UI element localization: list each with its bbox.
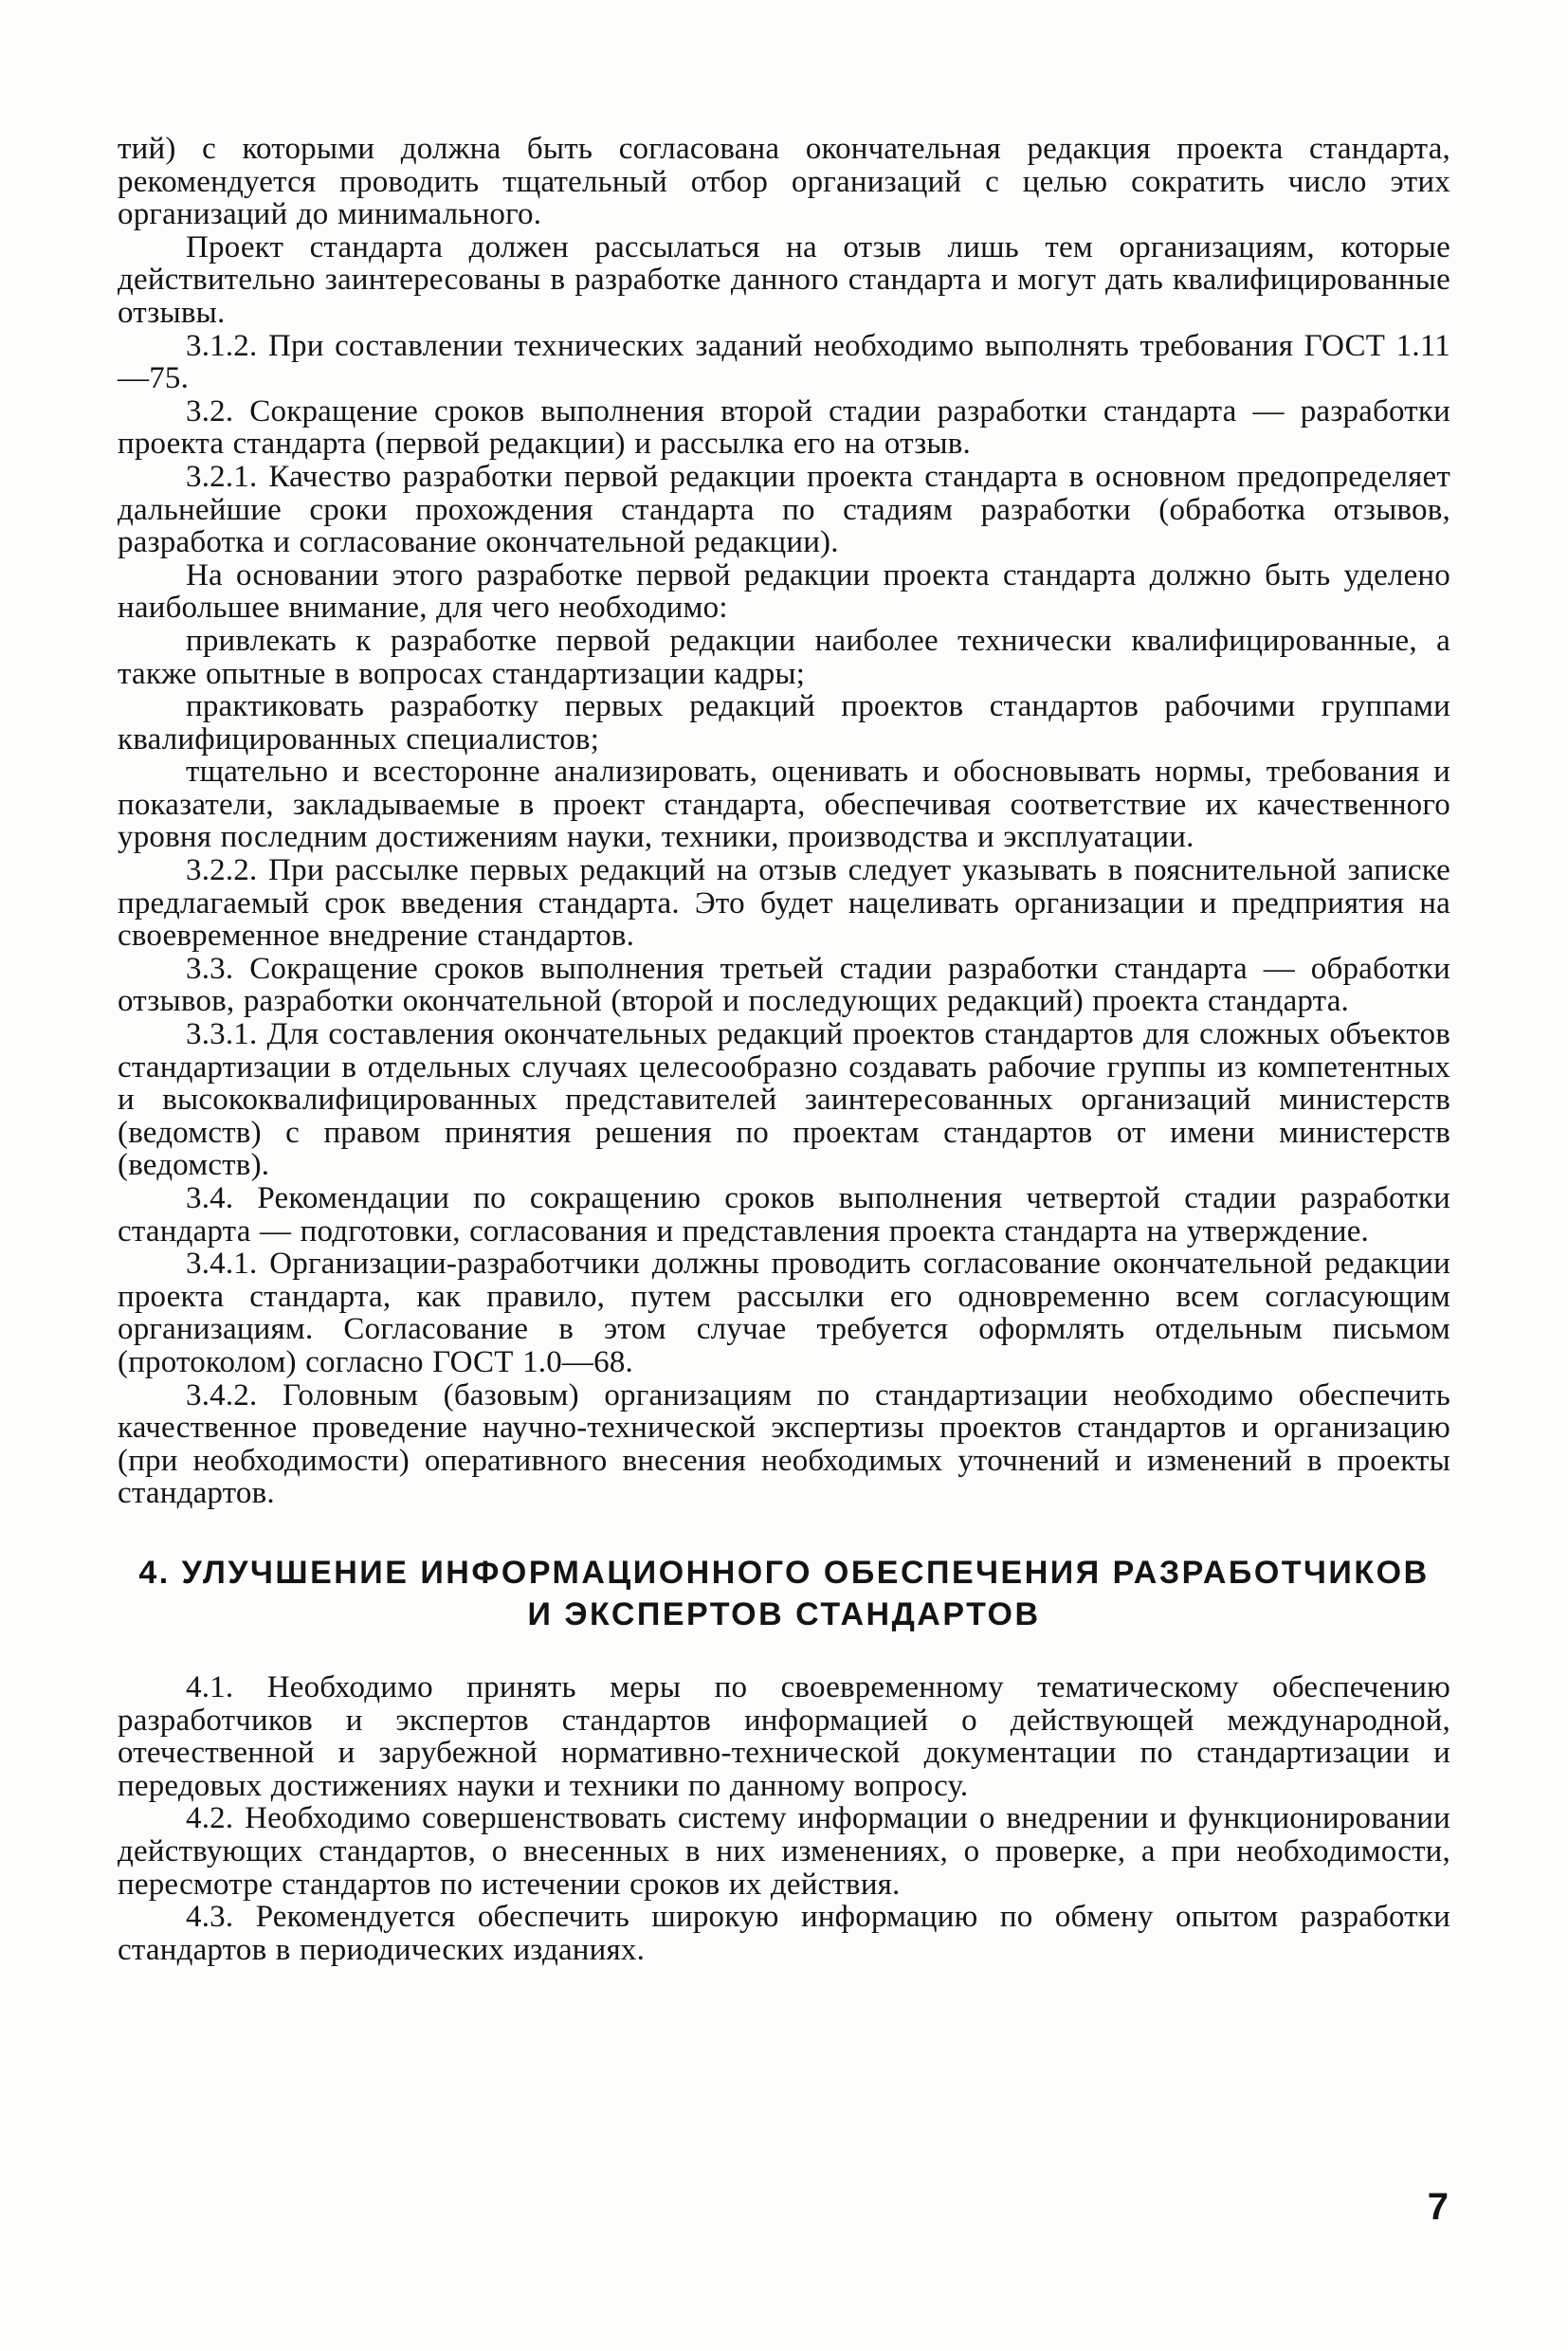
page-body xyxy=(118,133,1450,1966)
paragraph-3-3-1: 3.3.1. Для составления окончательных редакций проектов стандартов для сложных объектов стандартизации в отдельных случаях целесообразно создавать рабочие группы из компетентных и высококвалифицированных представителей заинтересованных организаций министерств (ведомств) с правом принятия решения по проектам стандартов от имени министерств (ведомств). xyxy=(118,1017,1450,1183)
paragraph-4-2: 4.2. Необходимо совершенствовать систему информации о внедрении и функционировании действующих стандартов, о внесенных в них изменениях, о проверке, а при необходимости, пересмотре стандартов по истечении сроков их действия. xyxy=(118,1801,1450,1902)
page-number: 7 xyxy=(1427,2186,1449,2228)
paragraph-3-2-2: 3.2.2. При рассылке первых редакций на отзыв следует указывать в пояснительной записке предлагаемый срок введения стандарта. Это будет нацеливать организации и предприятия на своевременное внедрение стандартов. xyxy=(118,853,1450,954)
paragraph-3-4-1: 3.4.1. Организации-разработчики должны проводить согласование окончательной редакции проекта стандарта, как правило, путем рассылки его одновременно всем согласующим организациям. Согласование в этом случае требуется оформлять отдельным письмом (протоколом) согласно ГОСТ 1.0—68. xyxy=(118,1247,1450,1379)
paragraph-4-3: 4.3. Рекомендуется обеспечить широкую информацию по обмену опытом разработки стандартов в периодических изданиях. xyxy=(118,1900,1450,1967)
section-heading-line-2: И ЭКСПЕРТОВ СТАНДАРТОВ xyxy=(527,1595,1041,1632)
paragraph-first-edition-attention: На основании этого разработке первой редакции проекта стандарта должно быть уделено наибольшее внимание, для чего необходимо: xyxy=(118,557,1450,626)
list-item-working-groups: практиковать разработку первых редакций проектов стандартов рабочими группами квалифицированных специалистов; xyxy=(118,689,1450,756)
paragraph-3-2: 3.2. Сокращение сроков выполнения второй стадии разработки стандарта — разработки проекта стандарта (первой редакции) и рассылка его на отзыв. xyxy=(118,393,1450,462)
paragraph-3-3: 3.3. Сокращение сроков выполнения третьей стадии разработки стандарта — обработки отзывов, разработки окончательной (второй и последующих редакций) проекта стандарта. xyxy=(118,951,1450,1019)
paragraph-3-4-2: 3.4.2. Головным (базовым) организациям по стандартизации необходимо обеспечить качественное проведение научно-технической экспертизы проектов стандартов и организацию (при необходимости) оперативного внесения необходимых уточнений и изменений в проекты стандартов. xyxy=(118,1377,1450,1511)
paragraph-continuation: тий) с которыми должна быть согласована окончательная редакция проекта стандарта, рекомендуется проводить тщательный отбор организаций с целью сократить число этих организаций до минимального. xyxy=(118,132,1450,232)
section-heading xyxy=(118,1552,1450,1635)
paragraph-3-4: 3.4. Рекомендации по сокращению сроков выполнения четвертой стадии разработки стандарта — подготовки, согласования и представления проекта стандарта на утверждение. xyxy=(118,1181,1450,1248)
section-heading-line-1: 4. УЛУЧШЕНИЕ ИНФОРМАЦИОННОГО ОБЕСПЕЧЕНИЯ РАЗРАБОТЧИКОВ xyxy=(138,1554,1430,1591)
list-item-qualified-staff: привлекать к разработке первой редакции наиболее технически квалифицированные, а также опытные в вопросах стандартизации кадры; xyxy=(118,623,1450,691)
paragraph-4-1: 4.1. Необходимо принять меры по своевременному тематическому обеспечению разработчиков и экспертов стандартов информацией о действующей международной, отечественной и зарубежной нормативно-технической документации по стандартизации и передовых достижениях науки и техники по данному вопросу. xyxy=(118,1669,1450,1803)
paragraph-project-review: Проект стандарта должен рассылаться на отзыв лишь тем организациям, которые действительно заинтересованы в разработке данного стандарта и могут дать квалифицированные отзывы. xyxy=(118,229,1450,330)
paragraph-3-1-2: 3.1.2. При составлении технических заданий необходимо выполнять требования ГОСТ 1.11—75. xyxy=(118,328,1450,396)
paragraph-3-2-1: 3.2.1. Качество разработки первой редакции проекта стандарта в основном предопределяет дальнейшие сроки прохождения стандарта по стадиям разработки (обработка отзывов, разработка и согласование окончательной редакции). xyxy=(118,459,1450,560)
list-item-analyze-norms: тщательно и всесторонне анализировать, оценивать и обосновывать нормы, требования и показатели, закладываемые в проект стандарта, обеспечивая соответствие их качественного уровня последним достижениям науки, техники, производства и эксплуатации. xyxy=(118,755,1450,855)
